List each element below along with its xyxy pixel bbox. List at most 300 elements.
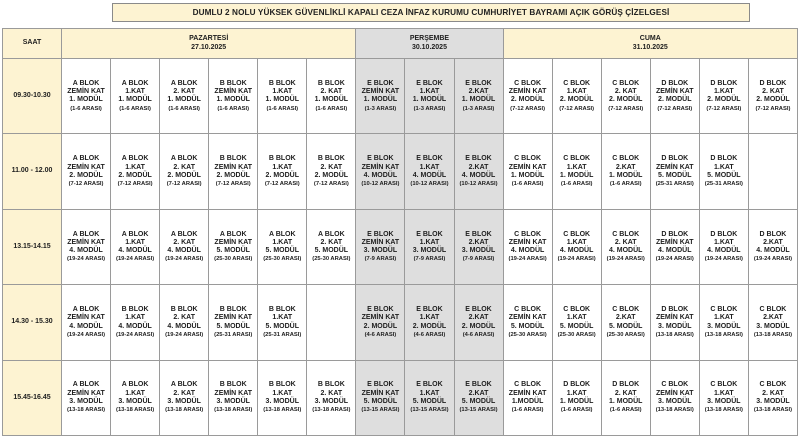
block-name: C BLOK <box>514 79 542 87</box>
module-name: 4. MODÜL <box>412 171 447 179</box>
floor-name: ZEMİN KAT <box>655 163 694 171</box>
floor-name: ZEMİN KAT <box>361 389 400 397</box>
visit-cell <box>454 134 503 209</box>
visit-cell <box>650 209 699 284</box>
block-name: C BLOK <box>514 155 542 163</box>
module-name: 3. MODÜL <box>412 247 447 255</box>
visit-cell <box>552 360 601 435</box>
module-name: 1. MODÜL <box>559 171 594 179</box>
floor-name: ZEMİN KAT <box>67 314 105 322</box>
floor-name: 2.KAT <box>763 314 783 322</box>
module-range: (13-15 ARASI) <box>459 407 498 414</box>
module-name: 4. MODÜL <box>69 322 103 330</box>
module-name: 1. MODÜL <box>608 171 643 179</box>
floor-name: ZEMİN KAT <box>655 314 694 322</box>
block-name: A BLOK <box>170 79 198 87</box>
module-range: (13-18 ARASI) <box>704 331 743 338</box>
module-range: (13-18 ARASI) <box>753 331 792 338</box>
floor-name: ZEMİN KAT <box>361 163 400 171</box>
visit-cell <box>503 360 552 435</box>
day-name: PERŞEMBE <box>409 35 450 43</box>
module-range: (7-9 ARASI) <box>462 256 495 263</box>
day-header-friday <box>503 29 797 59</box>
block-name: C BLOK <box>563 155 591 163</box>
module-range: (13-18 ARASI) <box>214 407 253 414</box>
floor-name: 2. KAT <box>173 314 195 322</box>
module-name: 5. MODÜL <box>608 322 643 330</box>
module-range: (7-12 ARASI) <box>117 181 153 188</box>
time-slot-row <box>3 360 798 435</box>
floor-name: ZEMİN KAT <box>214 163 253 171</box>
module-range: (19-24 ARASI) <box>557 256 596 263</box>
block-name: B BLOK <box>268 306 296 314</box>
module-name: 4. MODÜL <box>559 247 594 255</box>
block-name: A BLOK <box>268 230 296 238</box>
time-slot-label: 14.30 - 15.30 <box>3 285 62 360</box>
visit-cell <box>650 285 699 360</box>
visit-cell <box>601 285 650 360</box>
visit-cell <box>650 360 699 435</box>
floor-name: 1.KAT <box>272 314 293 322</box>
visit-cell <box>356 360 405 435</box>
block-name: D BLOK <box>661 79 689 87</box>
module-name: 2. MODÜL <box>412 322 447 330</box>
module-name: 5. MODÜL <box>461 397 496 405</box>
visit-cell <box>307 59 356 134</box>
floor-name: 2.KAT <box>615 314 636 322</box>
module-range: (25-30 ARASI) <box>214 256 253 263</box>
block-name: B BLOK <box>317 79 345 87</box>
floor-name: 2. KAT <box>320 163 343 171</box>
floor-name: 2. KAT <box>173 163 195 171</box>
block-name: E BLOK <box>465 306 492 314</box>
visit-cell <box>258 134 307 209</box>
visit-cell <box>650 134 699 209</box>
time-slot-row <box>3 59 798 134</box>
block-name: A BLOK <box>318 230 345 238</box>
block-name: E BLOK <box>367 230 394 238</box>
floor-name: 2. KAT <box>320 389 343 397</box>
module-range: (1-6 ARASI) <box>168 105 200 112</box>
floor-name: 1.KAT <box>125 88 145 96</box>
visit-cell <box>699 59 748 134</box>
visit-cell <box>111 360 160 435</box>
module-name: 2. MODÜL <box>461 322 496 330</box>
visit-cell <box>454 285 503 360</box>
module-range: (1-6 ARASI) <box>511 181 544 188</box>
module-range: (7-12 ARASI) <box>215 181 251 188</box>
module-name: 5. MODÜL <box>559 322 594 330</box>
module-range: (7-12 ARASI) <box>559 105 595 112</box>
module-name: 1.MODÜL <box>511 397 544 405</box>
module-name: 3. MODÜL <box>461 247 496 255</box>
floor-name: 2. KAT <box>614 88 637 96</box>
visit-cell <box>307 209 356 284</box>
module-name: 2. MODÜL <box>118 171 152 179</box>
time-slot-label: 13.15-14.15 <box>3 209 62 284</box>
block-name: E BLOK <box>367 381 394 389</box>
visit-cell <box>503 209 552 284</box>
module-range: (25-31 ARASI) <box>214 331 253 338</box>
module-range: (19-24 ARASI) <box>606 256 645 263</box>
floor-name: ZEMİN KAT <box>655 238 694 246</box>
module-range: (13-18 ARASI) <box>116 407 155 414</box>
module-range: (25-30 ARASI) <box>606 331 645 338</box>
visit-cell <box>601 360 650 435</box>
module-range: (19-24 ARASI) <box>508 256 547 263</box>
module-name: 1. MODÜL <box>510 171 545 179</box>
floor-name: ZEMİN KAT <box>67 238 105 246</box>
module-name: 3. MODÜL <box>756 397 790 405</box>
visit-cell <box>209 360 258 435</box>
schedule-body <box>3 59 798 436</box>
module-name: 2. MODÜL <box>608 96 643 104</box>
floor-name: ZEMİN KAT <box>214 314 253 322</box>
module-name: 1. MODÜL <box>69 96 103 104</box>
block-name: D BLOK <box>661 306 689 314</box>
floor-name: 1.KAT <box>419 163 440 171</box>
module-name: 5. MODÜL <box>265 322 299 330</box>
visit-cell <box>699 285 748 360</box>
module-range: (19-24 ARASI) <box>165 331 204 338</box>
floor-name: 2. KAT <box>173 238 195 246</box>
module-range: (13-18 ARASI) <box>753 407 792 414</box>
module-range: (25-30 ARASI) <box>508 331 547 338</box>
module-name: 2. MODÜL <box>707 96 741 104</box>
block-name: C BLOK <box>759 381 787 389</box>
module-range: (10-12 ARASI) <box>410 181 449 188</box>
visit-cell <box>356 285 405 360</box>
module-range: (7-12 ARASI) <box>657 105 693 112</box>
block-name: E BLOK <box>367 155 394 163</box>
module-name: 1. MODÜL <box>559 397 594 405</box>
visit-cell <box>62 59 111 134</box>
block-name: B BLOK <box>219 306 247 314</box>
floor-name: 1.KAT <box>125 389 145 397</box>
module-name: 4. MODÜL <box>167 247 201 255</box>
module-range: (1-6 ARASI) <box>560 407 593 414</box>
visit-cell <box>111 285 160 360</box>
visit-cell <box>552 134 601 209</box>
visit-cell <box>503 134 552 209</box>
block-name: C BLOK <box>514 381 542 389</box>
day-name: PAZARTESİ <box>189 35 229 43</box>
visit-cell <box>552 209 601 284</box>
block-name: B BLOK <box>219 381 247 389</box>
module-name: 5. MODÜL <box>265 247 299 255</box>
module-range: (19-24 ARASI) <box>165 256 204 263</box>
floor-name: ZEMİN KAT <box>214 389 253 397</box>
module-name: 5. MODÜL <box>216 247 250 255</box>
floor-name: 1.KAT <box>272 238 293 246</box>
visit-cell <box>454 209 503 284</box>
module-name: 4. MODÜL <box>363 171 398 179</box>
module-range: (7-12 ARASI) <box>510 105 546 112</box>
block-name: C BLOK <box>612 230 640 238</box>
visit-cell <box>405 59 454 134</box>
visit-cell <box>258 209 307 284</box>
floor-name: 2. KAT <box>173 88 195 96</box>
floor-name: 1.KAT <box>713 163 734 171</box>
visit-cell <box>209 134 258 209</box>
module-name: 1. MODÜL <box>216 96 250 104</box>
block-name: D BLOK <box>759 230 787 238</box>
visit-cell <box>748 285 797 360</box>
block-name: D BLOK <box>661 155 689 163</box>
floor-name: ZEMİN KAT <box>67 389 105 397</box>
module-range: (7-12 ARASI) <box>264 181 300 188</box>
block-name: A BLOK <box>170 381 198 389</box>
floor-name: 1.KAT <box>566 88 587 96</box>
floor-name: 2. KAT <box>614 389 637 397</box>
floor-name: 2.KAT <box>468 163 489 171</box>
block-name: B BLOK <box>170 306 198 314</box>
module-name: 4. MODÜL <box>118 322 152 330</box>
block-name: A BLOK <box>72 79 100 87</box>
floor-name: 1.KAT <box>419 314 440 322</box>
module-name: 4. MODÜL <box>756 247 790 255</box>
visit-cell <box>454 59 503 134</box>
block-name: D BLOK <box>710 79 738 87</box>
visit-cell <box>258 360 307 435</box>
block-name: B BLOK <box>121 306 149 314</box>
floor-name: 2.KAT <box>468 238 489 246</box>
floor-name: 1.KAT <box>419 238 440 246</box>
module-range: (7-12 ARASI) <box>313 181 349 188</box>
day-date: 31.10.2025 <box>632 43 668 51</box>
block-name: C BLOK <box>612 155 640 163</box>
visit-cell <box>650 59 699 134</box>
floor-name: 1.KAT <box>713 389 734 397</box>
floor-name: 2. KAT <box>762 88 784 96</box>
visit-cell <box>62 209 111 284</box>
visit-cell <box>552 285 601 360</box>
floor-name: 1.KAT <box>272 88 293 96</box>
block-name: A BLOK <box>72 230 100 238</box>
module-name: 4. MODÜL <box>461 171 496 179</box>
module-range: (13-18 ARASI) <box>655 407 694 414</box>
floor-name: 1.KAT <box>566 389 587 397</box>
visit-cell <box>699 360 748 435</box>
block-name: C BLOK <box>661 381 689 389</box>
block-name: E BLOK <box>367 79 394 87</box>
block-name: E BLOK <box>416 381 443 389</box>
module-range: (25-30 ARASI) <box>312 256 351 263</box>
block-name: E BLOK <box>367 306 394 314</box>
visit-cell <box>748 134 797 209</box>
floor-name: 1.KAT <box>272 163 293 171</box>
module-range: (25-31 ARASI) <box>263 331 302 338</box>
floor-name: 2. KAT <box>320 88 343 96</box>
module-range: (4-6 ARASI) <box>413 331 446 338</box>
visit-cell <box>356 209 405 284</box>
block-name: C BLOK <box>563 230 591 238</box>
module-name: 1. MODÜL <box>363 96 398 104</box>
module-range: (1-3 ARASI) <box>413 105 446 112</box>
module-range: (25-31 ARASI) <box>655 181 694 188</box>
visit-cell <box>307 285 356 360</box>
block-name: C BLOK <box>612 79 640 87</box>
visit-cell <box>209 285 258 360</box>
module-name: 3. MODÜL <box>167 397 201 405</box>
visit-cell <box>405 285 454 360</box>
module-range: (1-3 ARASI) <box>462 105 495 112</box>
module-range: (7-12 ARASI) <box>608 105 644 112</box>
module-name: 2. MODÜL <box>756 96 790 104</box>
module-name: 3. MODÜL <box>314 397 349 405</box>
module-name: 3. MODÜL <box>118 397 152 405</box>
block-name: B BLOK <box>268 79 296 87</box>
day-date: 27.10.2025 <box>191 43 227 51</box>
floor-name: 2.KAT <box>468 314 489 322</box>
module-range: (7-12 ARASI) <box>706 105 742 112</box>
module-name: 3. MODÜL <box>707 322 741 330</box>
floor-name: 1.KAT <box>419 389 440 397</box>
module-name: 1. MODÜL <box>118 96 152 104</box>
module-range: (13-15 ARASI) <box>410 407 449 414</box>
module-name: 1. MODÜL <box>167 96 201 104</box>
module-range: (13-15 ARASI) <box>361 407 400 414</box>
visit-cell <box>160 134 209 209</box>
module-range: (13-18 ARASI) <box>704 407 743 414</box>
day-header-row <box>3 29 798 59</box>
module-name: 4. MODÜL <box>707 247 741 255</box>
block-name: C BLOK <box>514 230 542 238</box>
floor-name: ZEMİN KAT <box>67 88 105 96</box>
module-range: (13-18 ARASI) <box>263 407 302 414</box>
floor-name: 2. KAT <box>614 238 637 246</box>
module-name: 4. MODÜL <box>69 247 103 255</box>
visit-cell <box>160 59 209 134</box>
module-name: 5. MODÜL <box>658 171 692 179</box>
module-range: (7-12 ARASI) <box>166 181 202 188</box>
time-slot-row <box>3 134 798 209</box>
saat-header: SAAT <box>3 29 62 59</box>
visit-cell <box>405 360 454 435</box>
module-range: (19-24 ARASI) <box>704 256 743 263</box>
module-range: (25-30 ARASI) <box>263 256 302 263</box>
block-name: D BLOK <box>759 79 787 87</box>
time-slot-label: 11.00 - 12.00 <box>3 134 62 209</box>
module-name: 5. MODÜL <box>363 397 398 405</box>
module-name: 2. MODÜL <box>216 171 250 179</box>
floor-name: ZEMİN KAT <box>214 238 253 246</box>
visit-cell <box>601 209 650 284</box>
floor-name: ZEMİN KAT <box>508 314 547 322</box>
block-name: E BLOK <box>465 79 492 87</box>
visit-cell <box>111 134 160 209</box>
block-name: D BLOK <box>710 230 738 238</box>
module-name: 3. MODÜL <box>756 322 790 330</box>
visit-cell <box>503 285 552 360</box>
block-name: E BLOK <box>416 230 443 238</box>
visit-cell <box>405 209 454 284</box>
visit-cell <box>454 360 503 435</box>
floor-name: ZEMİN KAT <box>508 88 547 96</box>
block-name: E BLOK <box>465 381 492 389</box>
floor-name: ZEMİN KAT <box>67 163 105 171</box>
block-name: E BLOK <box>465 230 492 238</box>
module-name: 5. MODÜL <box>216 322 250 330</box>
visit-cell <box>160 285 209 360</box>
module-name: 2. MODÜL <box>314 171 349 179</box>
block-name: D BLOK <box>563 381 591 389</box>
module-name: 3. MODÜL <box>658 322 692 330</box>
module-name: 4. MODÜL <box>608 247 643 255</box>
visit-cell <box>699 209 748 284</box>
block-name: B BLOK <box>219 155 247 163</box>
module-name: 3. MODÜL <box>707 397 741 405</box>
visit-cell <box>307 134 356 209</box>
module-range: (1-3 ARASI) <box>364 105 397 112</box>
block-name: C BLOK <box>563 306 591 314</box>
module-name: 5. MODÜL <box>707 171 741 179</box>
time-slot-label: 09.30-10.30 <box>3 59 62 134</box>
floor-name: ZEMİN KAT <box>508 238 547 246</box>
block-name: A BLOK <box>170 155 198 163</box>
visit-cell <box>601 134 650 209</box>
block-name: C BLOK <box>710 306 738 314</box>
floor-name: 2. KAT <box>320 238 343 246</box>
module-range: (1-6 ARASI) <box>119 105 151 112</box>
block-name: C BLOK <box>612 306 640 314</box>
visit-cell <box>258 285 307 360</box>
floor-name: 1.KAT <box>566 238 587 246</box>
floor-name: 1.KAT <box>125 238 145 246</box>
visit-cell <box>160 360 209 435</box>
block-name: A BLOK <box>72 381 100 389</box>
floor-name: 1.KAT <box>566 163 587 171</box>
block-name: D BLOK <box>710 155 738 163</box>
module-range: (7-9 ARASI) <box>413 256 446 263</box>
floor-name: 2.KAT <box>468 88 489 96</box>
day-header-monday <box>62 29 356 59</box>
floor-name: 1.KAT <box>713 88 734 96</box>
block-name: D BLOK <box>612 381 640 389</box>
visit-cell <box>160 209 209 284</box>
floor-name: 2.KAT <box>615 163 636 171</box>
block-name: A BLOK <box>121 155 149 163</box>
visit-cell <box>699 134 748 209</box>
module-name: 3. MODÜL <box>216 397 250 405</box>
module-range: (10-12 ARASI) <box>361 181 400 188</box>
visit-cell <box>405 134 454 209</box>
day-header-thursday <box>356 29 503 59</box>
visit-cell <box>209 59 258 134</box>
block-name: E BLOK <box>465 155 492 163</box>
floor-name: 1.KAT <box>566 314 587 322</box>
floor-name: 1.KAT <box>272 389 293 397</box>
block-name: B BLOK <box>317 381 345 389</box>
visit-cell <box>111 209 160 284</box>
module-name: 1. MODÜL <box>412 96 447 104</box>
module-range: (4-6 ARASI) <box>462 331 495 338</box>
block-name: B BLOK <box>268 381 296 389</box>
block-name: C BLOK <box>514 306 542 314</box>
visit-cell <box>552 59 601 134</box>
module-range: (10-12 ARASI) <box>459 181 498 188</box>
module-range: (7-9 ARASI) <box>364 256 397 263</box>
module-range: (19-24 ARASI) <box>116 256 155 263</box>
visit-cell <box>503 59 552 134</box>
module-name: 2. MODÜL <box>510 96 545 104</box>
day-date: 30.10.2025 <box>411 43 447 51</box>
module-range: (13-18 ARASI) <box>66 407 106 414</box>
block-name: A BLOK <box>170 230 198 238</box>
module-range: (25-31 ARASI) <box>704 181 743 188</box>
floor-name: ZEMİN KAT <box>361 88 400 96</box>
floor-name: ZEMİN KAT <box>655 88 694 96</box>
